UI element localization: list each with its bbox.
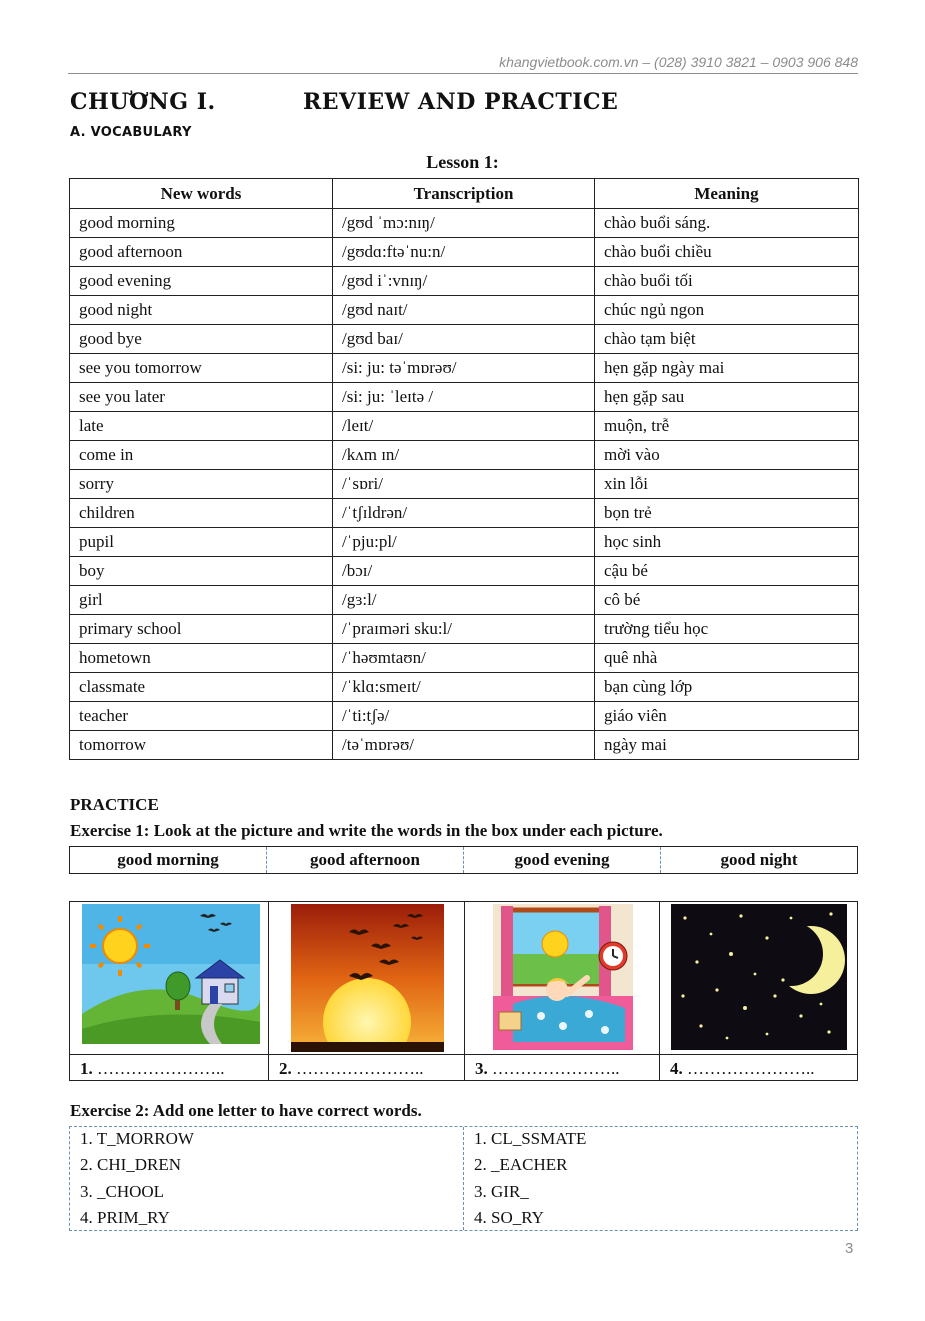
exercise-2-item[interactable]: 4. PRIM_RY bbox=[80, 1208, 170, 1227]
meaning-cell: chào buổi sáng. bbox=[595, 209, 859, 238]
table-row bbox=[70, 325, 859, 354]
blank-dots: ………………….. bbox=[687, 1059, 815, 1078]
exercise-2-item[interactable]: 1. CL_SSMATE bbox=[474, 1129, 587, 1148]
answer-blank-3[interactable] bbox=[475, 1059, 620, 1079]
exercise-2-item[interactable]: 3. GIR_ bbox=[474, 1182, 529, 1201]
meaning-cell: cậu bé bbox=[595, 557, 859, 586]
table-row bbox=[70, 238, 859, 267]
word-box-item: good evening bbox=[464, 847, 661, 873]
new-word-cell: classmate bbox=[70, 673, 333, 702]
transcription-cell: /si: ju: təˈmɒrəʊ/ bbox=[333, 354, 595, 383]
column-header-new-words: New words bbox=[70, 179, 333, 209]
vocabulary-table bbox=[69, 178, 859, 760]
table-row bbox=[70, 644, 859, 673]
sunset-picture bbox=[291, 904, 444, 1052]
exercise-1-instruction: Exercise 1: Look at the picture and write the words in the box under each picture. bbox=[70, 821, 663, 840]
picture-cell-1 bbox=[70, 902, 269, 1080]
meaning-cell: bọn trẻ bbox=[595, 499, 859, 528]
transcription-cell: /ˈsɒri/ bbox=[333, 470, 595, 499]
new-word-cell: good afternoon bbox=[70, 238, 333, 267]
new-word-cell: good bye bbox=[70, 325, 333, 354]
sun-icon bbox=[542, 931, 568, 957]
new-word-cell: children bbox=[70, 499, 333, 528]
table-row bbox=[70, 354, 859, 383]
meaning-cell: học sinh bbox=[595, 528, 859, 557]
new-word-cell: good morning bbox=[70, 209, 333, 238]
new-word-cell: hometown bbox=[70, 644, 333, 673]
meaning-cell: chào buổi tối bbox=[595, 267, 859, 296]
table-row bbox=[70, 470, 859, 499]
meaning-cell: giáo viên bbox=[595, 702, 859, 731]
column-header-transcription: Transcription bbox=[333, 179, 595, 209]
meaning-cell: cô bé bbox=[595, 586, 859, 615]
meaning-cell: ngày mai bbox=[595, 731, 859, 760]
exercise-2-item[interactable]: 2. CHI_DREN bbox=[80, 1155, 182, 1174]
new-word-cell: see you later bbox=[70, 383, 333, 412]
new-word-cell: good night bbox=[70, 296, 333, 325]
table-row bbox=[70, 412, 859, 441]
column-header-meaning: Meaning bbox=[595, 179, 859, 209]
blank-dots: ………………….. bbox=[296, 1059, 424, 1078]
meaning-cell: xin lỗi bbox=[595, 470, 859, 499]
transcription-cell: /kʌm ɪn/ bbox=[333, 441, 595, 470]
transcription-cell: /gʊd naɪt/ bbox=[333, 296, 595, 325]
transcription-cell: /gʊd iˈ:vnɪŋ/ bbox=[333, 267, 595, 296]
new-word-cell: late bbox=[70, 412, 333, 441]
table-row bbox=[70, 731, 859, 760]
transcription-cell: /ˈhəʊmtaʊn/ bbox=[333, 644, 595, 673]
meaning-cell: muộn, trễ bbox=[595, 412, 859, 441]
transcription-cell: /gɜ:l/ bbox=[333, 586, 595, 615]
exercise-2-item[interactable]: 3. _CHOOL bbox=[80, 1182, 165, 1201]
meaning-cell: mời vào bbox=[595, 441, 859, 470]
table-row bbox=[70, 209, 859, 238]
girl-waking-picture bbox=[493, 904, 633, 1050]
table-row bbox=[70, 296, 859, 325]
alarm-clock-icon bbox=[599, 942, 627, 970]
table-row bbox=[70, 383, 859, 412]
new-word-cell: pupil bbox=[70, 528, 333, 557]
meaning-cell: hẹn gặp ngày mai bbox=[595, 354, 859, 383]
word-box-item: good night bbox=[720, 850, 798, 869]
exercise-2-box bbox=[69, 1126, 858, 1231]
meaning-cell: chúc ngủ ngon bbox=[595, 296, 859, 325]
practice-heading: PRACTICE bbox=[70, 795, 159, 814]
meaning-cell: trường tiểu học bbox=[595, 615, 859, 644]
meaning-cell: quê nhà bbox=[595, 644, 859, 673]
blank-number: 2. bbox=[279, 1059, 292, 1078]
transcription-cell: /gʊdɑ:ftəˈnu:n/ bbox=[333, 238, 595, 267]
new-word-cell: tomorrow bbox=[70, 731, 333, 760]
transcription-cell: /gʊd baɪ/ bbox=[333, 325, 595, 354]
table-row bbox=[70, 586, 859, 615]
new-word-cell: primary school bbox=[70, 615, 333, 644]
exercise-2-item[interactable]: 1. T_MORROW bbox=[80, 1129, 194, 1148]
lesson-title: Lesson 1: bbox=[426, 152, 499, 172]
exercise-2-right-column bbox=[464, 1127, 857, 1230]
new-word-cell: boy bbox=[70, 557, 333, 586]
blank-dots: ………………….. bbox=[492, 1059, 620, 1078]
meaning-cell: chào tạm biệt bbox=[595, 325, 859, 354]
meaning-cell: chào buổi chiều bbox=[595, 238, 859, 267]
exercise-2-item[interactable]: 2. _EACHER bbox=[474, 1155, 568, 1174]
blank-number: 3. bbox=[475, 1059, 488, 1078]
transcription-cell: /ˈklɑ:smeɪt/ bbox=[333, 673, 595, 702]
transcription-cell: /si: ju: ˈleɪtə / bbox=[333, 383, 595, 412]
blank-number: 4. bbox=[670, 1059, 683, 1078]
meaning-cell: bạn cùng lớp bbox=[595, 673, 859, 702]
picture-cell-2 bbox=[269, 902, 465, 1080]
table-row bbox=[70, 557, 859, 586]
table-header-row bbox=[70, 179, 859, 209]
transcription-cell: /ˈpraɪməri sku:l/ bbox=[333, 615, 595, 644]
transcription-cell: /leɪt/ bbox=[333, 412, 595, 441]
transcription-cell: /ˈti:tʃə/ bbox=[333, 702, 595, 731]
transcription-cell: /gʊd ˈmɔ:nɪŋ/ bbox=[333, 209, 595, 238]
sunny-morning-picture bbox=[82, 904, 260, 1044]
exercise-2-item[interactable]: 4. SO_RY bbox=[474, 1208, 544, 1227]
blank-dots: ………………….. bbox=[97, 1059, 225, 1078]
word-box-item: good morning bbox=[70, 847, 267, 873]
transcription-cell: /təˈmɒrəʊ/ bbox=[333, 731, 595, 760]
exercise-2-instruction: Exercise 2: Add one letter to have correct words. bbox=[70, 1101, 422, 1120]
word-box-item: good afternoon bbox=[267, 847, 464, 873]
word-box bbox=[69, 846, 858, 874]
new-word-cell: girl bbox=[70, 586, 333, 615]
table-row bbox=[70, 615, 859, 644]
chapter-title: REVIEW AND PRACTICE bbox=[303, 89, 619, 115]
new-word-cell: good evening bbox=[70, 267, 333, 296]
transcription-cell: /bɔɪ/ bbox=[333, 557, 595, 586]
answer-blank-2[interactable] bbox=[279, 1059, 424, 1079]
table-row bbox=[70, 267, 859, 296]
table-row bbox=[70, 673, 859, 702]
header-rule bbox=[68, 73, 858, 74]
table-row bbox=[70, 441, 859, 470]
new-word-cell: sorry bbox=[70, 470, 333, 499]
table-row bbox=[70, 528, 859, 557]
page-number: 3 bbox=[845, 1240, 854, 1257]
section-heading-vocabulary: A. VOCABULARY bbox=[70, 125, 192, 140]
transcription-cell: /ˈtʃɪldrən/ bbox=[333, 499, 595, 528]
blank-number: 1. bbox=[80, 1059, 93, 1078]
picture-cell-4 bbox=[660, 902, 857, 1080]
answer-blank-1[interactable] bbox=[80, 1059, 225, 1079]
exercise-2-left-column bbox=[70, 1127, 464, 1230]
table-row bbox=[70, 499, 859, 528]
picture-cell-3 bbox=[465, 902, 660, 1080]
table-row bbox=[70, 702, 859, 731]
chapter-number: CHƯƠNG I. bbox=[70, 89, 216, 115]
night-picture bbox=[671, 904, 847, 1050]
new-word-cell: teacher bbox=[70, 702, 333, 731]
new-word-cell: see you tomorrow bbox=[70, 354, 333, 383]
transcription-cell: /ˈpju:pl/ bbox=[333, 528, 595, 557]
picture-grid bbox=[69, 901, 858, 1081]
new-word-cell: come in bbox=[70, 441, 333, 470]
answer-blank-4[interactable] bbox=[670, 1059, 815, 1079]
meaning-cell: hẹn gặp sau bbox=[595, 383, 859, 412]
header-contact: khangvietbook.com.vn – (028) 3910 3821 – 0903 906 848 bbox=[499, 54, 858, 70]
